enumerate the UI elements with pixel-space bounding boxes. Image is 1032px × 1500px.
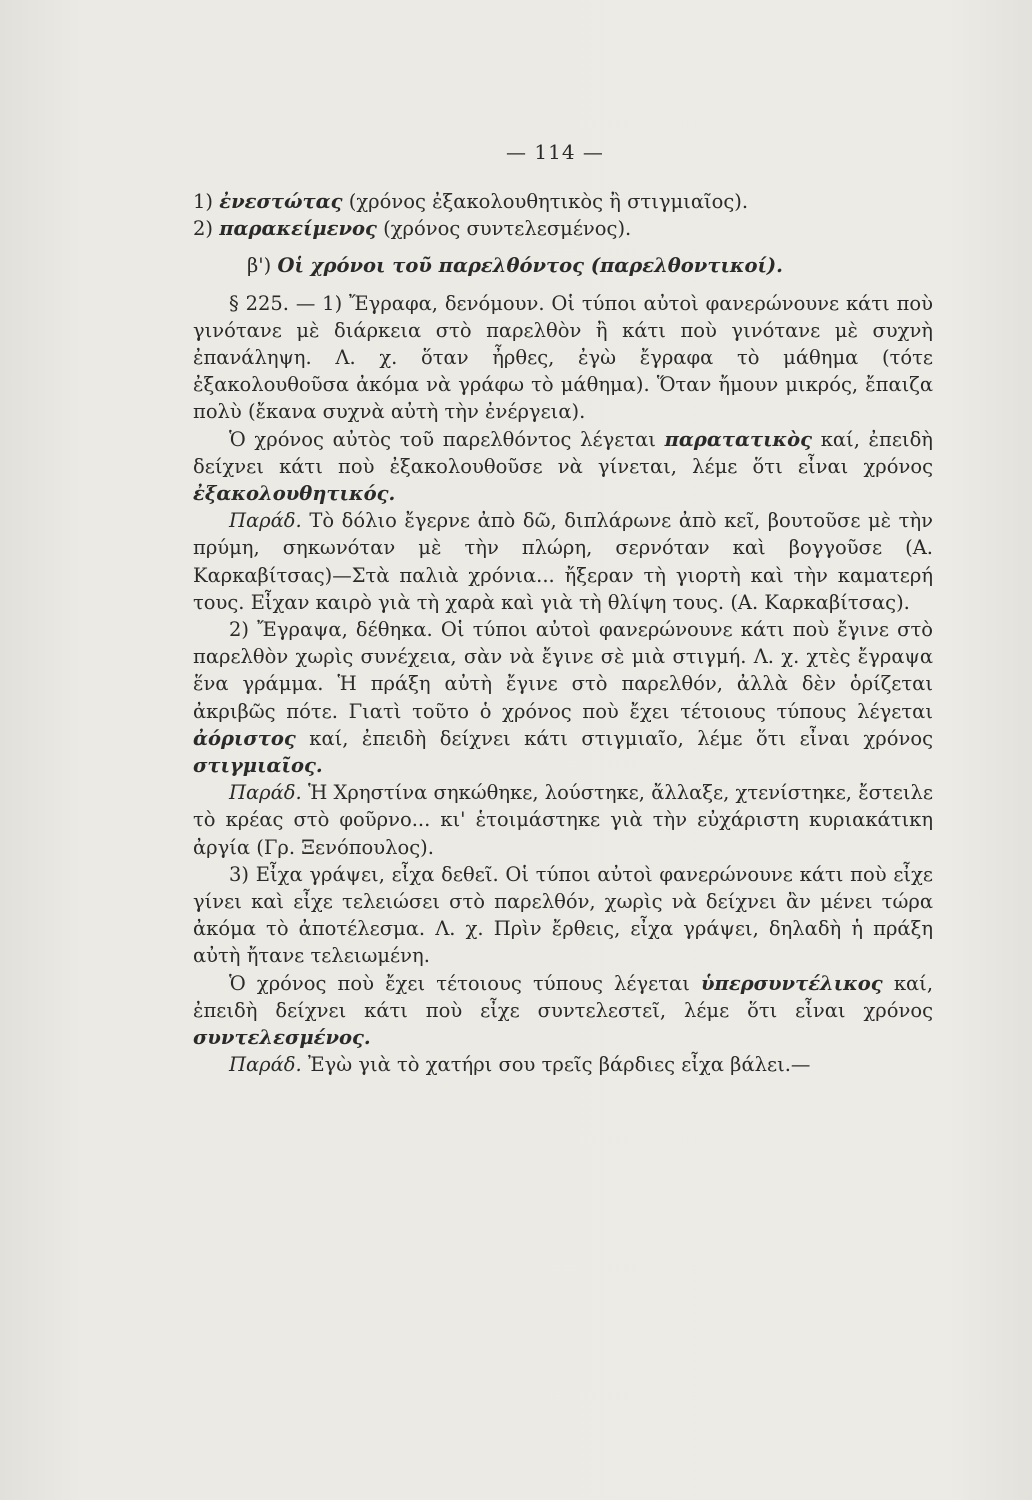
term-stigmiaios: στιγμιαῖος. (193, 754, 323, 778)
paragraph-text: καί, ἐπειδὴ δείχνει κάτι ποὺ ἐξακολουθοῦσε νὰ γίνεται, λέμε ὅτι εἶναι χρόνος (193, 427, 933, 478)
list-text: (χρόνος ἐξακολουθητικὸς ἢ στιγμιαῖος). (348, 190, 749, 213)
list-number: 1) (193, 190, 214, 213)
section-prefix: β') (247, 254, 272, 278)
term-syntelesmenos: συντελεσμένος. (193, 1026, 371, 1050)
example-1 (193, 507, 933, 616)
term-parakeimenos: παρακείμενος (219, 217, 377, 241)
term-exakolouthitikos: ἐξακολουθητικός. (193, 482, 396, 506)
example-label: Παράδ. (229, 1053, 302, 1077)
section-title: Οἱ χρόνοι τοῦ παρελθόντος (παρελθοντικοί). (277, 254, 783, 278)
example-text: Ἐγὼ γιὰ τὸ χατήρι σου τρεῖς βάρδιες εἶχα βάλει.— (307, 1053, 811, 1077)
paragraph-3: 3) Εἶχα γράψει, εἶχα δεθεῖ. Οἱ τύποι αὐτοὶ φανερώνουνε κάτι ποὺ εἶχε γίνει καὶ εἶχε τελειώσει στὸ παρελθόν, χωρὶς νὰ δείχνει ἂν μένει τώρα ἀκόμα τὸ ἀποτέλεσμα. Λ. χ. Πρὶν ἔρθεις, εἶχα γράψει, δηλαδὴ ἡ πράξη αὐτὴ ἤτανε τελειωμένη. (193, 862, 933, 968)
list-item-1 (193, 188, 933, 215)
paragraph-text: Ὁ χρόνος ποὺ ἔχει τέτοιους τύπους λέγεται (229, 971, 690, 995)
example-text: Ἡ Χρηστίνα σηκώθηκε, λούστηκε, ἄλλαξε, χτενίστηκε, ἔστειλε τὸ κρέας στὸ φοῦρνο... κι' ἑτοιμάστηκε γιὰ τὴν εὐχάριστη κυριακάτικη ἀργία (Γρ. Ξενόπουλος). (193, 781, 933, 859)
paragraph-text: καί, ἐπειδὴ δείχνει κάτι ποὺ εἶχε συντελεστεῖ, λέμε ὅτι εἶναι χρόνος (193, 971, 934, 1022)
example-label: Παράδ. (229, 509, 302, 533)
example-label: Παράδ. (229, 781, 302, 805)
paragraph-text: Ὁ χρόνος αὐτὸς τοῦ παρελθόντος λέγεται (229, 427, 656, 451)
term-aoristos: ἀόριστος (193, 726, 296, 750)
term-enestotas: ἐνεστώτας (219, 190, 343, 213)
list-item-2 (193, 215, 933, 242)
example-3 (193, 1051, 933, 1078)
term-paratatikos: παρατατικὸς (664, 427, 813, 451)
paragraph-2 (193, 616, 933, 779)
list-number: 2) (193, 217, 214, 241)
list-text: (χρόνος συντελεσμένος). (383, 217, 632, 241)
page-body (193, 188, 933, 1079)
paragraph-225: § 225. — 1) Ἔγραφα, δενόμουν. Οἱ τύποι αὐτοὶ φανερώνουνε κάτι ποὺ γινότανε μὲ διάρκεια στὸ παρελθὸν ἢ κάτι ποὺ γινότανε μὲ συχνὴ ἐπανάληψη. Λ. χ. ὅταν ἦρθες, ἐγὼ ἔγραφα τὸ μάθημα (τότε ἐξακολουθοῦσα ἀκόμα νὰ γράφω τὸ μάθημα). Ὅταν ἤμουν μικρός, ἔπαιζα πολὺ (ἔκανα συχνὰ αὐτὴ τὴν ἐνέργεια). (193, 291, 933, 424)
page-number: — 114 — (506, 140, 604, 164)
example-text: Τὸ δόλιο ἔγερνε ἀπὸ δῶ, διπλάρωνε ἀπὸ κεῖ, βουτοῦσε μὲ τὴν πρύμη, σηκωνόταν μὲ τὴν πλώρη, σερνόταν καὶ βογγοῦσε (Α. Καρκαβίτσας)—Στὰ παλιὰ χρόνια... ἤξεραν τὴ γιορτὴ καὶ τὴν καματερή τους. Εἶχαν καιρὸ γιὰ τὴ χαρὰ καὶ γιὰ τὴ θλίψη τους. (Α. Καρκαβίτσας). (193, 509, 934, 614)
paragraph-text: 2) Ἔγραψα, δέθηκα. Οἱ τύποι αὐτοὶ φανερώνουνε κάτι ποὺ ἔγινε στὸ παρελθὸν χωρὶς συνέχεια, σὰν νὰ ἔγινε σὲ μιὰ στιγμή. Λ. χ. χτὲς ἔγραψα ἕνα γράμμα. Ἡ πράξη αὐτὴ ἔγινε στὸ παρελθόν, ἀλλὰ δὲν ὁρίζεται ἀκριβῶς πότε. Γιατὶ τοῦτο ὁ χρόνος ποὺ ἔχει τέτοιους τύπους λέγεται (193, 618, 933, 723)
term-hypersyntelikos: ὑπερσυντέλικος (701, 971, 883, 995)
paragraph-text: καί, ἐπειδὴ δείχνει κάτι στιγμιαῖο, λέμε ὅτι εἶναι χρόνος (309, 726, 933, 750)
example-2 (193, 779, 933, 861)
paragraph-hypersyntelikos (193, 970, 933, 1052)
paragraph-paratatikos (193, 426, 933, 508)
section-heading (193, 252, 933, 279)
